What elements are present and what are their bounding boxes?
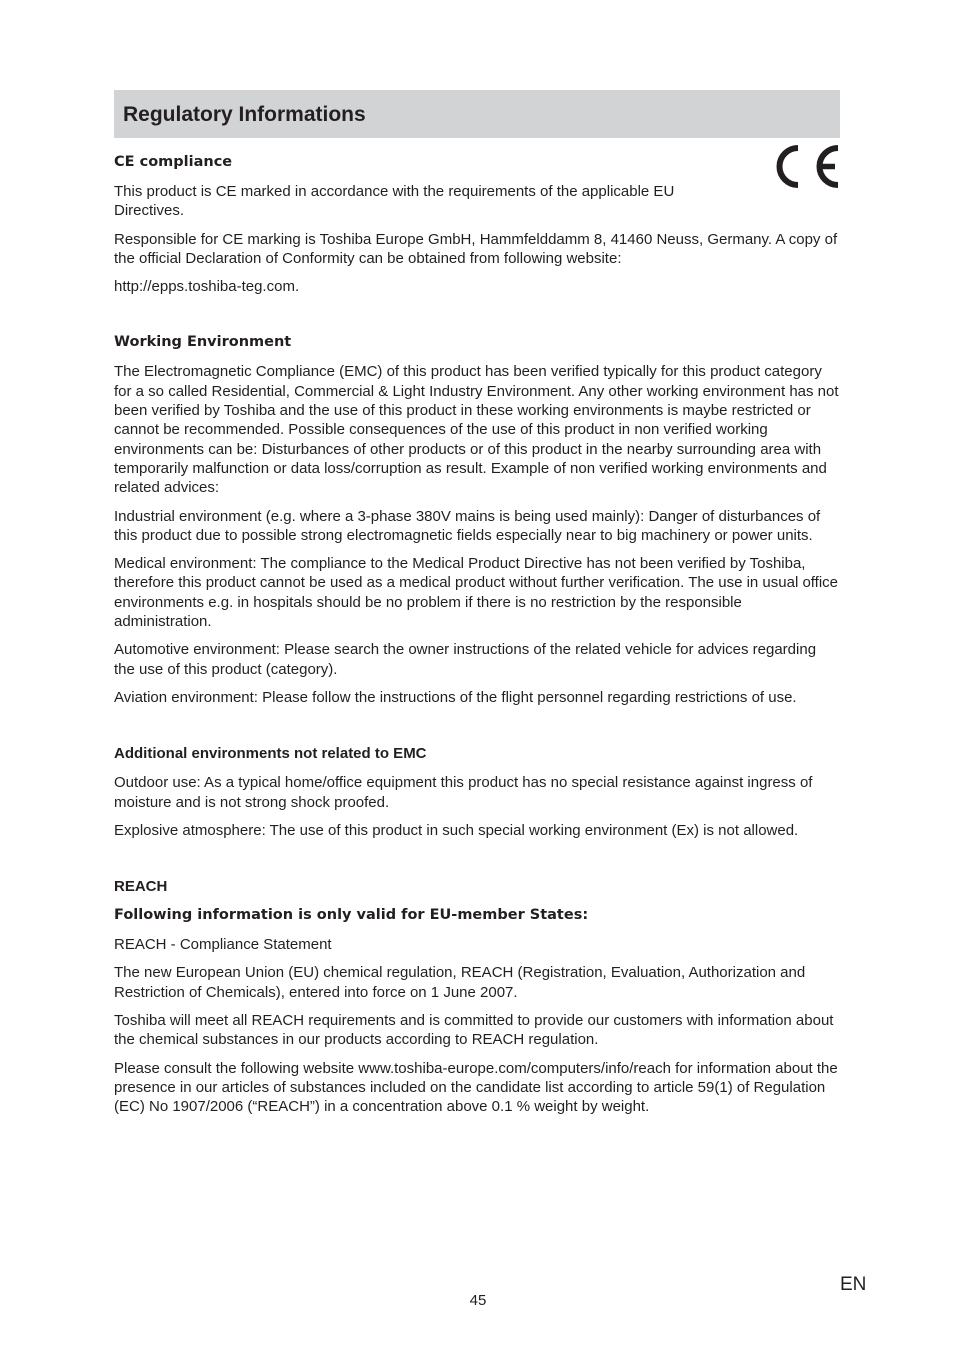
ce-compliance-section — [114, 153, 840, 296]
ce-compliance-paragraph: This product is CE marked in accordance with the requirements of the applicable EU Directives. — [114, 183, 675, 220]
additional-environments-heading: Additional environments not related to EMC — [114, 745, 427, 763]
reach-paragraph: The new European Union (EU) chemical regulation, REACH (Registration, Evaluation, Authorization and Restriction of Chemicals), entered into force on 1 June 2007. — [114, 964, 806, 1001]
additional-environments-paragraph: Explosive atmosphere: The use of this product in such special working environment (Ex) is not allowed. — [114, 821, 799, 839]
working-environment-paragraph: Industrial environment (e.g. where a 3-phase 380V mains is being used mainly): Danger of disturbances of this product due to possible strong electromagnetic fields especially near to big machinery or power units. — [114, 507, 821, 544]
ce-compliance-paragraph: Responsible for CE marking is Toshiba Europe GmbH, Hammfelddamm 8, 41460 Neuss, Germany. A copy of the official Declaration of Conformity can be obtained from following website: — [114, 230, 838, 267]
page-number: 45 — [469, 1292, 487, 1309]
reach-paragraph: Please consult the following website www.toshiba-europe.com/computers/info/reach for information about the presence in our articles of substances included on the candidate list according to article 59(1) of Regulation (EC) No 1907/2006 (“REACH”) in a concentration above 0.1 % weight by weight. — [114, 1059, 838, 1116]
additional-environments-paragraph: Outdoor use: As a typical home/office equipment this product has no special resistance against ingress of moisture and is not strong shock proofed. — [114, 774, 813, 811]
ce-compliance-website: http://epps.toshiba-teg.com. — [114, 278, 300, 296]
working-environment-section — [114, 333, 840, 707]
reach-paragraph: REACH - Compliance Statement — [114, 936, 332, 954]
working-environment-paragraph: Aviation environment: Please follow the instructions of the flight personnel regarding restrictions of use. — [114, 688, 797, 706]
reach-heading: REACH — [114, 878, 168, 896]
working-environment-heading: Working Environment — [114, 334, 292, 351]
additional-environments-section — [114, 744, 840, 840]
reach-section — [114, 877, 840, 1116]
reach-subheading: Following information is only valid for EU-member States: — [114, 907, 589, 924]
working-environment-paragraph: Medical environment: The compliance to the Medical Product Directive has not been verified by Toshiba, therefore this product cannot be used as a medical product without further verification. The use in usual office environments e.g. in hospitals should be no problem if there is no restriction by the responsible administration. — [114, 555, 839, 631]
ce-compliance-heading: CE compliance — [114, 154, 233, 170]
working-environment-paragraph: The Electromagnetic Compliance (EMC) of this product has been verified typically for this product category for a so called Residential, Commercial & Light Industry Environment. Any other working environment has not been verified by Toshiba and the use of this product in these working environments is maybe restricted or cannot be recommended. Possible consequences of the use of this product in non verified working environments can be: Disturbances of other products or of this product in the nearby surrounding area with temporarily malfunction or data loss/corruption as result. Example of non verified working environments and related advices: — [114, 363, 839, 497]
language-label: EN — [840, 1274, 867, 1295]
working-environment-paragraph: Automotive environment: Please search the owner instructions of the related vehicle for advices regarding the use of this product (category). — [114, 641, 817, 678]
document-body — [114, 153, 840, 1126]
reach-paragraph: Toshiba will meet all REACH requirements and is committed to provide our customers with information about the chemical substances in our products according to REACH regulation. — [114, 1012, 834, 1049]
page-title-bar — [114, 90, 840, 138]
page-title: Regulatory Informations — [123, 103, 366, 126]
